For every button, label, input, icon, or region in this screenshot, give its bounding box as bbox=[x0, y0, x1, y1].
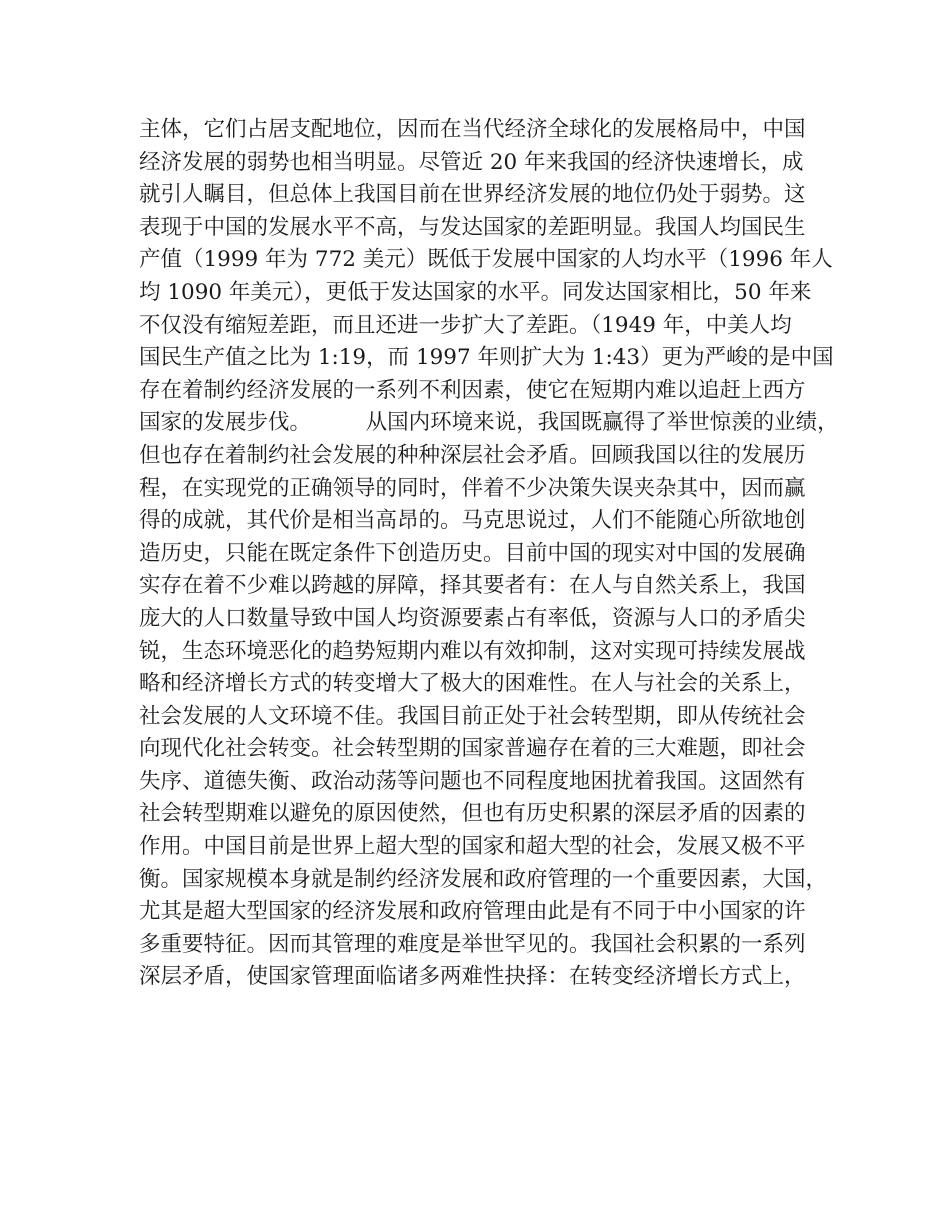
text-line: 经济发展的弱势也相当明显。尽管近 20 年来我国的经济快速增长，成 bbox=[139, 149, 804, 175]
text-line: 但也存在着制约社会发展的种种深层社会矛盾。回顾我国以往的发展历 bbox=[139, 442, 806, 468]
text-line: 社会转型期难以避免的原因使然，但也有历史积累的深层矛盾的因素的 bbox=[139, 801, 806, 827]
text-line: 衡。国家规模本身就是制约经济发展和政府管理的一个重要因素，大国， bbox=[139, 866, 828, 892]
text-line: 庞大的人口数量导致中国人均资源要素占有率低，资源与人口的矛盾尖 bbox=[139, 605, 806, 631]
text-line: 作用。中国目前是世界上超大型的国家和超大型的社会，发展又极不平 bbox=[139, 834, 806, 860]
text-line: 均 1090 年美元），更低于发达国家的水平。同发达国家相比，50 年来 bbox=[139, 279, 812, 305]
text-line: 锐，生态环境恶化的趋势短期内难以有效抑制，这对实现可持续发展战 bbox=[139, 638, 806, 664]
text-line: 失序、道德失衡、政治动荡等问题也不同程度地困扰着我国。这固然有 bbox=[139, 768, 806, 794]
body-text bbox=[139, 114, 839, 994]
text-line: 向现代化社会转变。社会转型期的国家普遍存在着的三大难题，即社会 bbox=[139, 736, 806, 762]
text-line: 程，在实现党的正确领导的同时，伴着不少决策失误夹杂其中，因而赢 bbox=[139, 475, 806, 501]
text-line: 深层矛盾，使国家管理面临诸多两难性抉择：在转变经济增长方式上， bbox=[139, 964, 806, 990]
text-line: 国家的发展步伐。 从国内环境来说，我国既赢得了举世惊羡的业绩， bbox=[139, 410, 839, 436]
text-line: 主体，它们占居支配地位，因而在当代经济全球化的发展格局中，中国 bbox=[139, 117, 806, 142]
text-line: 不仅没有缩短差距，而且还进一步扩大了差距。（1949 年，中美人均 bbox=[139, 312, 792, 338]
text-line: 造历史，只能在既定条件下创造历史。目前中国的现实对中国的发展确 bbox=[139, 540, 806, 566]
text-line: 社会发展的人文环境不佳。我国目前正处于社会转型期，即从传统社会 bbox=[139, 703, 806, 729]
text-line: 表现于中国的发展水平不高，与发达国家的差距明显。我国人均国民生 bbox=[139, 214, 806, 240]
text-line: 得的成就，其代价是相当高昂的。马克思说过，人们不能随心所欲地创 bbox=[139, 508, 806, 534]
text-line: 多重要特征。因而其管理的难度是举世罕见的。我国社会积累的一系列 bbox=[139, 931, 806, 957]
text-line: 国民生产值之比为 1:19，而 1997 年则扩大为 1:43）更为严峻的是中国 bbox=[139, 345, 834, 371]
text-line: 略和经济增长方式的转变增大了极大的困难性。在人与社会的关系上， bbox=[139, 671, 806, 697]
text-line: 就引人瞩目，但总体上我国目前在世界经济发展的地位仍处于弱势。这 bbox=[139, 182, 806, 208]
text-line: 尤其是超大型国家的经济发展和政府管理由此是有不同于中小国家的许 bbox=[139, 899, 806, 925]
text-line: 存在着制约经济发展的一系列不利因素，使它在短期内难以追赶上西方 bbox=[139, 377, 806, 403]
text-line: 实存在着不少难以跨越的屏障，择其要者有：在人与自然关系上，我国 bbox=[139, 573, 806, 599]
text-line: 产值（1999 年为 772 美元）既低于发展中国家的人均水平（1996 年人 bbox=[139, 247, 833, 273]
